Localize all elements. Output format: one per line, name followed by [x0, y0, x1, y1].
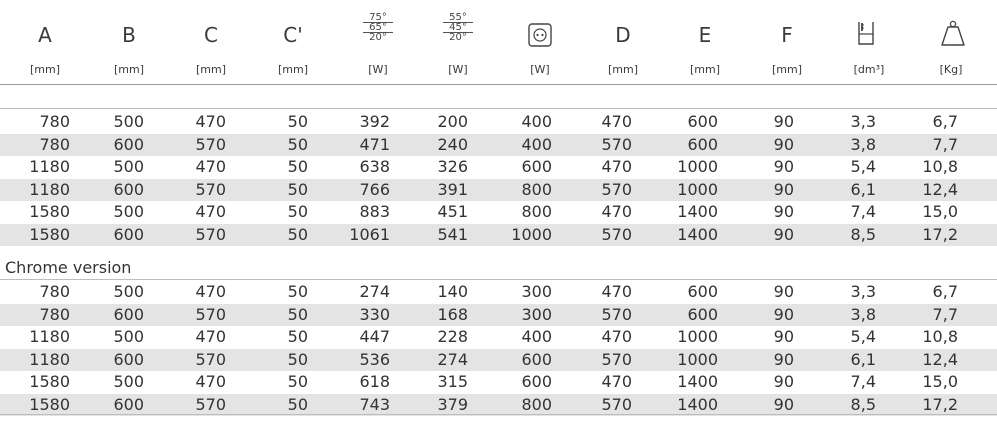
table-cell: 90 [773, 372, 794, 391]
table-cell: 90 [773, 157, 794, 176]
header-temp-55-45-20 [436, 13, 480, 43]
table-row [0, 281, 997, 303]
table-cell: 780 [39, 282, 70, 301]
table-row [0, 156, 997, 178]
table-row [0, 111, 997, 133]
table-cell: 600 [687, 282, 718, 301]
table-cell: 600 [687, 304, 718, 324]
unit-f: [mm] [771, 63, 802, 76]
table-cell: 541 [437, 224, 468, 244]
table-cell: 7,7 [932, 304, 958, 324]
table-cell: 470 [601, 372, 632, 391]
table-cell: 90 [773, 304, 794, 324]
table-cell: 1400 [677, 202, 718, 221]
unit-socket: [W] [530, 63, 550, 76]
table-cell: 1580 [29, 372, 70, 391]
table-cell: 90 [773, 224, 794, 244]
table-cell: 470 [601, 282, 632, 301]
table-cell: 15,0 [922, 202, 958, 221]
table-cell: 600 [687, 112, 718, 131]
table-cell: 470 [601, 112, 632, 131]
weight-icon [938, 18, 968, 48]
table-cell: 570 [601, 394, 632, 414]
header-a: A [38, 23, 52, 47]
table-cell: 600 [113, 179, 144, 199]
unit-volume: [dm³] [853, 63, 885, 76]
table-cell: 780 [39, 112, 70, 131]
table-cell: 3,8 [850, 304, 876, 324]
table-cell: 536 [359, 349, 390, 369]
table-cell: 7,4 [850, 202, 876, 221]
header-f: F [781, 23, 793, 47]
table-cell: 883 [359, 202, 390, 221]
table-cell: 570 [601, 304, 632, 324]
table-cell: 50 [287, 134, 308, 154]
table-cell: 228 [437, 327, 468, 346]
table-cell: 1400 [677, 372, 718, 391]
table-cell: 50 [287, 224, 308, 244]
table-cell: 50 [287, 304, 308, 324]
table-cell: 7,4 [850, 372, 876, 391]
table-row [0, 326, 997, 348]
unit-temp-2: [W] [448, 63, 468, 76]
divider [0, 108, 997, 109]
table-cell: 470 [195, 202, 226, 221]
table-cell: 1580 [29, 224, 70, 244]
table-cell: 800 [521, 179, 552, 199]
table-cell: 1000 [677, 349, 718, 369]
table-cell: 800 [521, 394, 552, 414]
table-cell: 780 [39, 134, 70, 154]
table-cell: 90 [773, 394, 794, 414]
table-cell: 90 [773, 179, 794, 199]
table-cell: 50 [287, 394, 308, 414]
table-cell: 470 [195, 157, 226, 176]
table-cell: 50 [287, 349, 308, 369]
table-cell: 500 [113, 372, 144, 391]
table-cell: 1180 [29, 179, 70, 199]
table-cell: 600 [113, 224, 144, 244]
table-cell: 240 [437, 134, 468, 154]
header-e: E [698, 23, 712, 47]
table-cell: 5,4 [850, 327, 876, 346]
unit-e: [mm] [689, 63, 720, 76]
table-cell: 618 [359, 372, 390, 391]
table-row [0, 371, 997, 393]
table-cell: 90 [773, 112, 794, 131]
table-cell: 570 [195, 179, 226, 199]
table-cell: 500 [113, 327, 144, 346]
table-cell: 1180 [29, 327, 70, 346]
unit-a: [mm] [29, 63, 60, 76]
table-cell: 1180 [29, 157, 70, 176]
table-cell: 90 [773, 327, 794, 346]
table-cell: 90 [773, 134, 794, 154]
table-cell: 743 [359, 394, 390, 414]
table-cell: 570 [195, 349, 226, 369]
table-cell: 330 [359, 304, 390, 324]
table-cell: 470 [195, 282, 226, 301]
table-cell: 3,3 [850, 112, 876, 131]
table-cell: 50 [287, 372, 308, 391]
table-row [0, 349, 997, 371]
table-cell: 400 [521, 327, 552, 346]
table-cell: 600 [687, 134, 718, 154]
unit-c: [mm] [195, 63, 226, 76]
table-cell: 50 [287, 179, 308, 199]
table-cell: 90 [773, 202, 794, 221]
table-cell: 451 [437, 202, 468, 221]
table-cell: 3,8 [850, 134, 876, 154]
table-cell: 8,5 [850, 224, 876, 244]
socket-icon [526, 22, 554, 48]
table-cell: 6,7 [932, 112, 958, 131]
table-cell: 300 [521, 282, 552, 301]
temp-return-label: 65° [363, 23, 393, 33]
table-cell: 470 [195, 327, 226, 346]
unit-temp-1: [W] [368, 63, 388, 76]
table-cell: 1400 [677, 394, 718, 414]
table-cell: 600 [521, 349, 552, 369]
table-cell: 379 [437, 394, 468, 414]
table-cell: 1000 [511, 224, 552, 244]
table-cell: 570 [601, 179, 632, 199]
table-cell: 500 [113, 112, 144, 131]
temp-flow-label: 55° [443, 13, 473, 23]
unit-b: [mm] [113, 63, 144, 76]
table-cell: 50 [287, 327, 308, 346]
table-cell: 447 [359, 327, 390, 346]
table-cell: 400 [521, 112, 552, 131]
table-cell: 1000 [677, 157, 718, 176]
table-cell: 8,5 [850, 394, 876, 414]
table-cell: 400 [521, 134, 552, 154]
section-title-chrome: Chrome version [5, 258, 132, 277]
table-cell: 766 [359, 179, 390, 199]
table-cell: 570 [195, 134, 226, 154]
table-cell: 17,2 [922, 394, 958, 414]
table-cell: 780 [39, 304, 70, 324]
table-cell: 6,7 [932, 282, 958, 301]
table-cell: 6,1 [850, 179, 876, 199]
temp-room-label: 20° [449, 32, 467, 43]
header-c-prime: C' [283, 23, 303, 47]
table-cell: 500 [113, 282, 144, 301]
table-cell: 50 [287, 112, 308, 131]
header-b: B [122, 23, 136, 47]
table-cell: 168 [437, 304, 468, 324]
table-cell: 1580 [29, 394, 70, 414]
table-cell: 391 [437, 179, 468, 199]
table-cell: 570 [601, 134, 632, 154]
table-cell: 570 [601, 224, 632, 244]
header-d: D [615, 23, 631, 47]
table-cell: 600 [521, 157, 552, 176]
table-row [0, 179, 997, 201]
table-cell: 471 [359, 134, 390, 154]
table-cell: 1000 [677, 327, 718, 346]
table-cell: 600 [113, 349, 144, 369]
table-cell: 50 [287, 202, 308, 221]
table-cell: 570 [195, 224, 226, 244]
table-cell: 1000 [677, 179, 718, 199]
table-row [0, 394, 997, 416]
temp-room-label: 20° [369, 32, 387, 43]
table-cell: 470 [195, 372, 226, 391]
unit-c-prime: [mm] [277, 63, 308, 76]
table-cell: 7,7 [932, 134, 958, 154]
table-cell: 3,3 [850, 282, 876, 301]
unit-d: [mm] [607, 63, 638, 76]
table-cell: 500 [113, 202, 144, 221]
table-row [0, 201, 997, 223]
table-cell: 1580 [29, 202, 70, 221]
table-cell: 12,4 [922, 179, 958, 199]
divider [0, 279, 997, 280]
divider [0, 414, 997, 415]
table-cell: 1061 [349, 224, 390, 244]
divider [0, 84, 997, 85]
table-cell: 1400 [677, 224, 718, 244]
table-cell: 274 [437, 349, 468, 369]
table-cell: 600 [113, 304, 144, 324]
table-cell: 326 [437, 157, 468, 176]
table-cell: 500 [113, 157, 144, 176]
table-row [0, 304, 997, 326]
water-volume-icon [852, 18, 880, 48]
table-row [0, 224, 997, 246]
table-cell: 17,2 [922, 224, 958, 244]
table-cell: 10,8 [922, 157, 958, 176]
temp-flow-label: 75° [363, 13, 393, 23]
table-cell: 315 [437, 372, 468, 391]
table-cell: 470 [601, 202, 632, 221]
table-cell: 570 [195, 394, 226, 414]
table-cell: 10,8 [922, 327, 958, 346]
table-cell: 200 [437, 112, 468, 131]
table-cell: 600 [113, 134, 144, 154]
table-cell: 274 [359, 282, 390, 301]
table-row [0, 134, 997, 156]
table-cell: 15,0 [922, 372, 958, 391]
table-cell: 570 [601, 349, 632, 369]
table-cell: 470 [195, 112, 226, 131]
table-cell: 90 [773, 349, 794, 369]
table-cell: 470 [601, 157, 632, 176]
table-cell: 90 [773, 282, 794, 301]
header-temp-75-65-20 [356, 13, 400, 43]
table-cell: 50 [287, 282, 308, 301]
table-cell: 638 [359, 157, 390, 176]
temp-return-label: 45° [443, 23, 473, 33]
table-cell: 12,4 [922, 349, 958, 369]
header-c: C [204, 23, 218, 47]
table-cell: 570 [195, 304, 226, 324]
table-cell: 5,4 [850, 157, 876, 176]
table-cell: 600 [113, 394, 144, 414]
table-cell: 1180 [29, 349, 70, 369]
table-cell: 392 [359, 112, 390, 131]
table-cell: 300 [521, 304, 552, 324]
table-cell: 6,1 [850, 349, 876, 369]
table-cell: 470 [601, 327, 632, 346]
unit-weight: [Kg] [939, 63, 963, 76]
table-cell: 140 [437, 282, 468, 301]
table-cell: 50 [287, 157, 308, 176]
table-cell: 800 [521, 202, 552, 221]
table-cell: 600 [521, 372, 552, 391]
